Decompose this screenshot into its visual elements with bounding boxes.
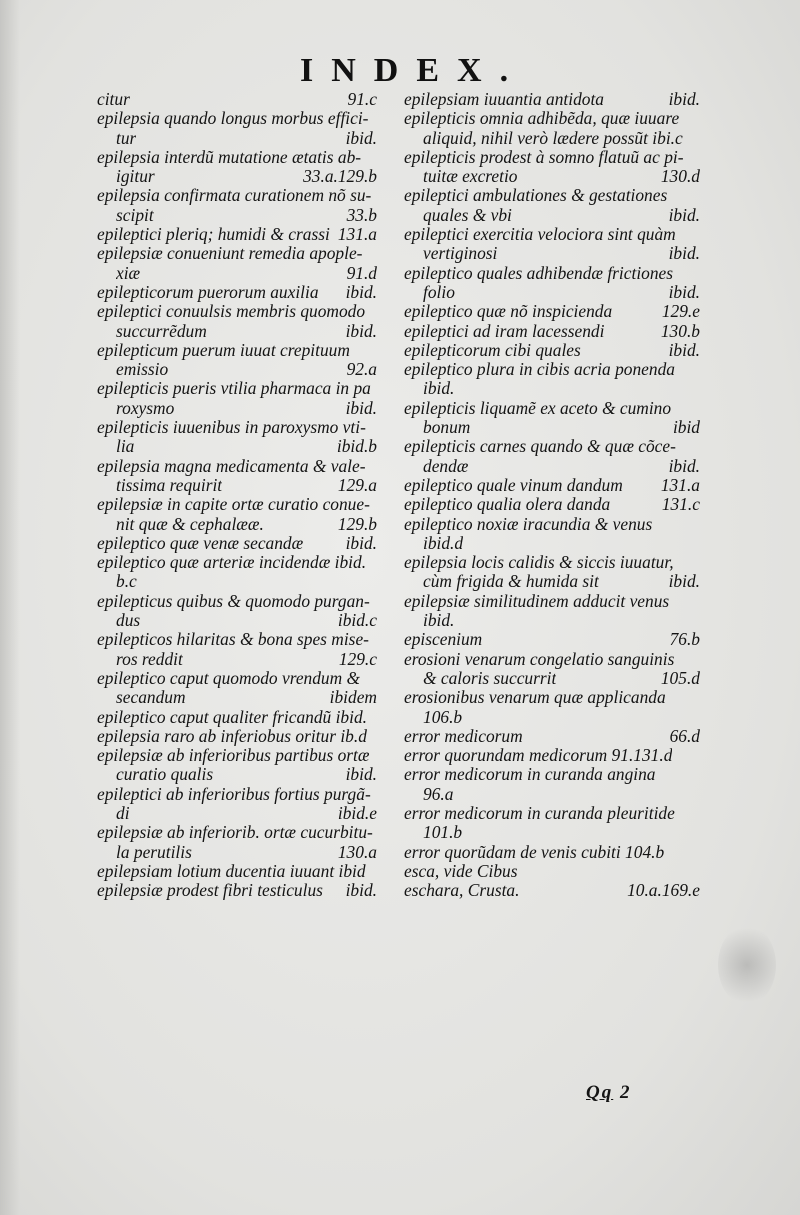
entry-headword-line [404,437,700,456]
entry-text: error medicorum in curanda angina [404,765,656,785]
entry-headword-line [97,746,377,765]
entry-text: epileptici exercitia velociora sint quàm [404,225,676,245]
entry-page-reference: 130.a [337,841,377,862]
entry-page-reference: ibid.b [336,436,377,457]
entry-page-reference: ibid. [668,281,700,302]
entry-page-reference: 10.a.169.e [627,880,700,901]
entry-text: epilepsia interdũ mutatione ætatis ab- [97,147,362,167]
entry-text: epilepsiam lotium ducentia iuuant ibid [97,861,366,881]
entry-page-reference: ibid. [345,880,377,901]
index-entry [404,322,700,341]
index-entry [97,727,377,746]
entry-headword-line [97,225,377,244]
entry-headword-line [404,515,700,534]
entry-page-reference: ibid. [345,127,377,148]
entry-continuation-line [404,244,700,263]
page-header: INDEX. [300,52,527,89]
entry-text: error medicorum in curanda pleuritide [404,803,675,823]
index-entry [97,785,377,824]
entry-text: citur [97,90,130,109]
entry-page-reference: 66.d [669,725,700,746]
entry-text: igitur [116,167,155,187]
entry-text: epilepsiæ similitudinem adducit venus [404,591,670,611]
entry-headword-line [97,862,377,881]
entry-text: cùm frigida & humida sit [423,572,599,592]
entry-text: folio [423,282,455,302]
index-entry [97,418,377,457]
entry-headword-line [404,630,700,649]
index-entry [404,264,700,303]
entry-headword-line [97,534,377,553]
entry-page-reference: 33.a.129.b [303,166,377,187]
entry-continuation-line [97,322,377,341]
entry-page-reference: ibid.c [337,610,377,631]
entry-headword-line [404,90,700,109]
entry-text: ibid. [423,379,455,399]
entry-text: erosioni venarum congelatio sanguinis [404,649,675,669]
entry-headword-line [404,186,700,205]
entry-headword-line [404,302,700,321]
index-entry [404,688,700,727]
entry-headword-line [404,264,700,283]
entry-text: epilepsiæ conueniunt remedia apople- [97,244,363,264]
entry-headword-line [97,244,377,263]
entry-text: tur [116,128,137,148]
entry-continuation-line [97,611,377,630]
index-entry [404,881,700,900]
index-entry [97,90,377,109]
entry-text: aliquid, nihil verò lædere possũt ibi.c [423,128,683,148]
index-entry [97,592,377,631]
entry-headword-line [404,765,700,784]
entry-continuation-line [404,167,700,186]
index-entry [404,186,700,225]
entry-text: emissio [116,360,169,380]
entry-text: quales & vbi [423,205,512,225]
entry-headword-line [404,495,700,514]
entry-headword-line [404,862,700,881]
entry-text: roxysmo [116,398,175,418]
entry-text: epilepticis prodest à somno flatuũ ac pi- [404,147,684,167]
entry-continuation-line [404,129,700,148]
entry-page-reference: ibidem [329,687,377,708]
entry-text: epilepsia confirmata curationem nõ su- [97,186,372,206]
entry-text: error quorũdam de venis cubiti 104.b [404,842,665,862]
entry-continuation-line [97,167,377,186]
entry-page-reference: ibid. [668,455,700,476]
entry-page-reference: ibid. [345,281,377,302]
entry-page-reference: 129.c [338,648,377,669]
entry-headword-line [97,727,377,746]
entry-headword-line [404,553,700,572]
entry-headword-line [97,553,377,572]
index-entry [404,746,700,765]
entry-page-reference: 91.d [346,262,377,283]
entry-continuation-line [97,515,377,534]
index-entry [97,379,377,418]
entry-text: erosionibus venarum quæ applicanda [404,688,666,708]
index-entry [404,650,700,689]
entry-continuation-line [97,843,377,862]
entry-text: epilepsiam iuuantia antidota [404,90,604,109]
entry-text: epileptici conuulsis membris quomodo [97,302,366,322]
entry-page-reference: 131.a [660,474,700,495]
index-entry [404,862,700,881]
entry-text: nit quæ & cephalææ. [116,514,264,534]
paper-stain [718,925,776,1005]
entry-page-reference: ibid. [345,764,377,785]
entry-page-reference: ibid. [668,571,700,592]
signature-mark [586,1082,631,1104]
entry-text: epilepsia raro ab inferiobus oritur ib.d [97,726,367,746]
entry-page-reference: 130.d [660,166,700,187]
index-entry [97,708,377,727]
index-entry [404,399,700,438]
entry-headword-line [404,476,700,495]
entry-headword-line [97,495,377,514]
index-entry [404,109,700,148]
entry-headword-line [97,341,377,360]
entry-text: 96.a [423,784,454,804]
entry-text: epileptici ambulationes & gestationes [404,186,668,206]
index-entry [404,515,700,554]
entry-headword-line [97,669,377,688]
entry-text: epileptico quæ nõ inspicienda [404,302,613,322]
index-entry [404,727,700,746]
entry-continuation-line [404,669,700,688]
entry-headword-line [97,418,377,437]
entry-text: xiæ [116,263,141,283]
entry-text: curatio qualis [116,765,214,785]
entry-headword-line [97,186,377,205]
entry-page-reference: 105.d [660,667,700,688]
entry-page-reference: ibid. [668,243,700,264]
index-entry [97,457,377,496]
index-entry [97,148,377,187]
entry-continuation-line [97,688,377,707]
entry-headword-line [404,225,700,244]
entry-text: epileptico quale vinum dandum [404,475,623,495]
index-entry [97,495,377,534]
entry-continuation-line [97,360,377,379]
entry-continuation-line [404,785,700,804]
entry-text: & caloris succurrit [423,668,557,688]
entry-page-reference: ibid. [345,320,377,341]
entry-continuation-line [404,823,700,842]
entry-text: la perutilis [116,842,192,862]
index-entry [404,592,700,631]
entry-headword-line [404,746,700,765]
entry-text: vertiginosi [423,244,498,264]
entry-page-reference: ibid. [668,339,700,360]
entry-page-reference: ibid.e [337,802,377,823]
entry-continuation-line [97,476,377,495]
entry-headword-line [404,727,700,746]
entry-text: ros reddit [116,649,183,669]
entry-text: epilepticum puerum iuuat crepituum [97,340,350,360]
entry-text: epilepsiæ prodest fibri testiculus [97,881,323,901]
entry-headword-line [404,399,700,418]
entry-text: epilepsiæ ab inferioribus partibus ortæ [97,746,370,766]
entry-headword-line [97,283,377,302]
index-entry [97,669,377,708]
signature-letters: Qq [586,1082,614,1103]
entry-page-reference: 129.b [337,513,377,534]
index-entry [404,437,700,476]
entry-text: scipit [116,205,154,225]
entry-text: epilepticis pueris vtilia pharmaca in pa [97,379,371,399]
entry-headword-line [404,650,700,669]
index-entry [404,843,700,862]
entry-text: epilepticorum cibi quales [404,340,581,360]
entry-text: epilepticis liquamẽ ex aceto & cumino [404,398,672,418]
entry-text: succurrẽdum [116,321,207,341]
entry-text: epilepsia quando longus morbus effici- [97,109,369,129]
entry-headword-line [97,457,377,476]
entry-continuation-line [404,534,700,553]
entry-headword-line [97,823,377,842]
index-entry [404,553,700,592]
entry-page-reference: 129.e [661,301,700,322]
entry-headword-line [404,592,700,611]
entry-continuation-line [404,418,700,437]
entry-text: epilepsiæ ab inferiorib. ortæ cucurbitu- [97,823,373,843]
index-entry [97,534,377,553]
entry-headword-line [97,90,377,109]
entry-page-reference: 91.c [347,89,377,109]
index-entry [97,630,377,669]
entry-continuation-line [404,379,700,398]
entry-text: tuitæ excretio [423,167,518,187]
entry-text: ibid. [423,611,455,631]
entry-text: epileptici pleriq; humidi & crassi [97,225,330,245]
entry-text: eschara, Crusta. [404,881,520,901]
entry-text: episcenium [404,630,483,650]
entry-continuation-line [404,283,700,302]
entry-text: epileptico plura in cibis acria ponenda [404,360,675,380]
entry-continuation-line [97,804,377,823]
index-entry [97,746,377,785]
left-index-column [97,90,377,900]
index-entry [404,225,700,264]
entry-text: epileptici ab inferioribus fortius purgã- [97,784,371,804]
index-entry [404,90,700,109]
index-entry [404,630,700,649]
entry-headword-line [404,341,700,360]
entry-text: epileptico caput qualiter fricandũ ibid. [97,707,367,727]
entry-continuation-line [97,650,377,669]
entry-headword-line [404,881,700,900]
index-entry [404,765,700,804]
entry-page-reference: ibid. [345,532,377,553]
entry-text: epilepticos hilaritas & bona spes mise- [97,630,369,650]
entry-text: 106.b [423,707,463,727]
entry-headword-line [404,688,700,707]
entry-headword-line [97,785,377,804]
index-entry [404,341,700,360]
page-edge-shadow [0,0,20,1215]
entry-headword-line [404,843,700,862]
entry-headword-line [97,592,377,611]
entry-text: epileptico quales adhibendæ frictiones [404,263,674,283]
entry-page-reference: 76.b [669,629,700,650]
index-entry [404,804,700,843]
entry-continuation-line [404,611,700,630]
index-entry [97,341,377,380]
entry-page-reference: ibid. [345,397,377,418]
entry-headword-line [404,322,700,341]
entry-headword-line [404,109,700,128]
entry-text: epileptico caput quomodo vrendum & [97,668,361,688]
entry-text: epileptico noxiæ iracundia & venus [404,514,653,534]
entry-continuation-line [404,572,700,591]
entry-continuation-line [97,206,377,225]
index-entry [97,109,377,148]
entry-text: esca, vide Cibus [404,861,518,881]
entry-text: epilepticis omnia adhibẽda, quæ iuuare [404,109,680,129]
entry-text: epilepsia magna medicamenta & vale- [97,456,366,476]
index-entry [97,881,377,900]
entry-text: epileptico quæ arteriæ incidendæ ibid. [97,553,367,573]
index-entry [97,302,377,341]
index-entry [404,360,700,399]
entry-text: epilepticis iuuenibus in paroxysmo vti- [97,418,366,438]
entry-text: tissima requirit [116,475,223,495]
entry-text: bonum [423,418,471,438]
entry-text: epilepticorum puerorum auxilia [97,282,319,302]
entry-text: epileptico quæ venæ secandæ [97,533,304,553]
entry-page-reference: 131.a [337,224,377,245]
entry-page-reference: 130.b [660,320,700,341]
entry-headword-line [97,881,377,900]
entry-text: secandum [116,688,186,708]
entry-page-reference: ibid. [668,89,700,109]
entry-text: epilepticis carnes quando & quæ cõce- [404,437,676,457]
entry-continuation-line [404,457,700,476]
entry-page-reference: ibid. [668,204,700,225]
entry-text: epileptico qualia olera danda [404,495,611,515]
index-entry [97,553,377,592]
entry-text: 101.b [423,823,463,843]
entry-text: lia [116,437,135,457]
entry-continuation-line [404,206,700,225]
index-entry [97,823,377,862]
index-entry [404,148,700,187]
index-entry [404,476,700,495]
entry-text: epilepticus quibus & quomodo purgan- [97,591,370,611]
index-entry [97,283,377,302]
entry-headword-line [97,379,377,398]
index-entry [97,862,377,881]
entry-continuation-line [97,129,377,148]
index-entry [97,186,377,225]
entry-text: b.c [116,572,137,592]
entry-continuation-line [97,437,377,456]
entry-page-reference: 92.a [346,359,377,380]
entry-page-reference: 33.b [346,204,377,225]
entry-headword-line [97,302,377,321]
signature-number: 2 [619,1082,632,1103]
index-entry [97,225,377,244]
index-entry [404,302,700,321]
entry-headword-line [404,148,700,167]
entry-text: epilepsia locis calidis & siccis iuuatur, [404,553,674,573]
entry-continuation-line [97,264,377,283]
entry-continuation-line [404,708,700,727]
entry-text: epileptici ad iram lacessendi [404,321,605,341]
entry-headword-line [97,109,377,128]
entry-text: di [116,803,130,823]
entry-headword-line [404,804,700,823]
entry-continuation-line [97,765,377,784]
right-index-column [404,90,700,900]
entry-text: ibid.d [423,533,464,553]
entry-headword-line [97,148,377,167]
entry-headword-line [404,360,700,379]
entry-continuation-line [97,399,377,418]
entry-page-reference: 131.c [661,494,700,515]
entry-text: error medicorum [404,726,523,746]
entry-text: dendæ [423,456,469,476]
index-entry [97,244,377,283]
entry-page-reference: ibid [672,417,700,438]
entry-page-reference: 129.a [337,474,377,495]
entry-text: epilepsiæ in capite ortæ curatio conue- [97,495,370,515]
entry-headword-line [97,630,377,649]
entry-text: error quorundam medicorum 91.131.d [404,746,673,766]
entry-continuation-line [97,572,377,591]
index-entry [404,495,700,514]
entry-headword-line [97,708,377,727]
entry-text: dus [116,611,141,631]
